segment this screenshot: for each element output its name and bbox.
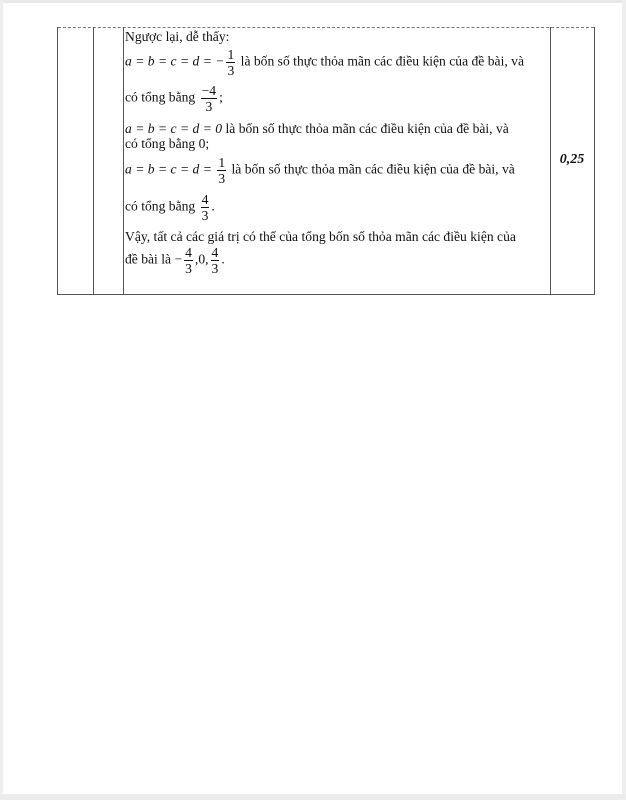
column-divider-3 [550,27,551,294]
page-right-edge [622,0,626,800]
case1-denominator: 3 [227,63,235,78]
table-top-dashed-border [58,27,594,28]
case1-sum-denominator: 3 [201,98,217,114]
conclusion-line-2 [125,245,225,276]
case2-line [125,121,509,137]
case1-line [125,47,524,78]
case1-sum-end: ; [219,89,223,105]
case3-sum-line [125,192,215,223]
column-divider-2 [123,27,124,294]
case3-fraction [217,155,226,186]
conclusion-numerator-2: 4 [211,245,219,260]
case1-numerator: 1 [227,47,235,62]
case3-denominator: 3 [218,171,226,186]
case3-sum-fraction [201,192,210,223]
page-bottom-edge [0,794,626,800]
conclusion-fraction-1 [184,245,193,276]
conclusion-mid: ,0, [194,251,209,267]
case3-equation: a = b = c = d = [125,161,216,177]
conclusion-denominator-1: 3 [185,261,192,276]
conclusion-fraction-2 [211,245,220,276]
case3-sum-end: . [211,198,215,214]
case2-sum-line: có tổng bằng 0; [125,136,210,151]
page-left-edge [0,0,3,800]
case2-tail: là bốn số thực thỏa mãn các điều kiện của đề bài, và [222,121,509,136]
conclusion-numerator-1: 4 [185,245,192,260]
case2-equation: a = b = c = d = 0 [125,121,223,136]
case1-fraction [226,47,235,78]
case1-sum-numerator: −4 [201,83,217,98]
conclusion-label: đề bài là − [125,251,183,267]
case1-sum-label: có tổng bằng [125,89,199,105]
page-top-edge [0,0,626,3]
case1-sum-fraction [201,83,217,114]
case3-tail: là bốn số thực thỏa mãn các điều kiện của đề bài, và [228,161,515,177]
intro-line: Ngược lại, dễ thấy: [125,29,230,44]
column-divider-1 [93,27,94,294]
score-value: 0,25 [559,152,585,167]
case3-sum-numerator: 4 [201,192,209,207]
case3-line [125,155,515,186]
case3-sum-label: có tổng bằng [125,198,199,214]
case1-tail: là bốn số thực thỏa mãn các điều kiện của đề bài, và [237,53,524,69]
conclusion-line-1: Vậy, tất cả các giá trị có thể của tổng bốn số thỏa mãn các điều kiện của [125,229,516,244]
case1-equation: a = b = c = d = − [125,53,225,69]
case3-numerator: 1 [218,155,226,170]
case3-sum-denominator: 3 [201,208,209,223]
conclusion-denominator-2: 3 [211,261,219,276]
case1-sum-line [125,83,223,114]
conclusion-end: . [221,251,225,267]
